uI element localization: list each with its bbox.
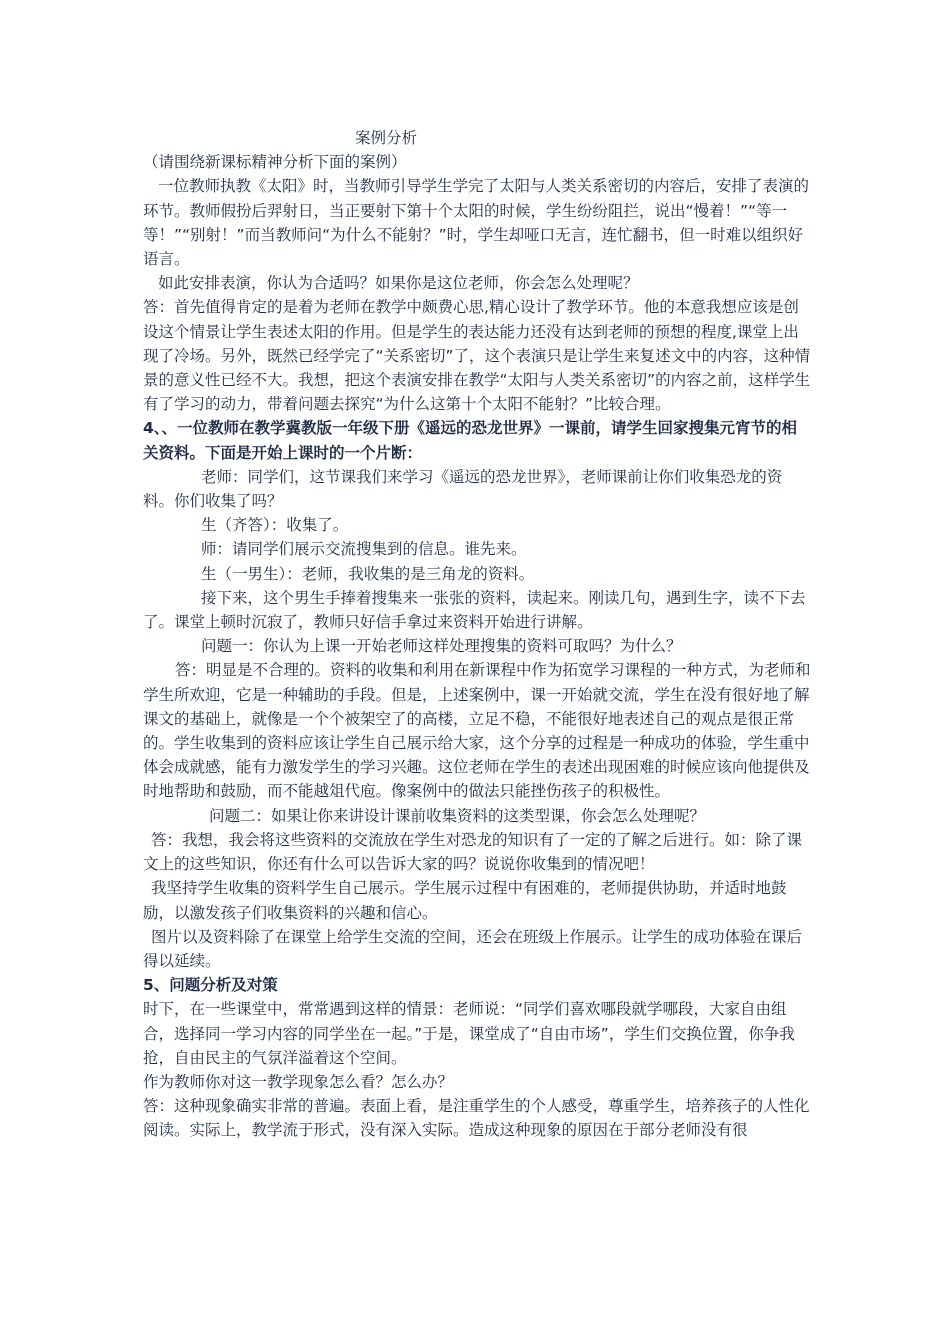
case-1-description: 一位教师执教《太阳》时，当教师引导学生学完了太阳与人类关系密切的内容后，安排了表演的环节。教师假扮后羿射日，当正要射下第十个太阳的时候，学生纷纷阻拦，说出“慢着！”“等一等！”“别射！”而当教师问“为什么不能射？”时，学生却哑口无言，连忙翻书，但一时难以组织好语言。 bbox=[143, 177, 810, 269]
section-5-answer: 答：这种现象确实非常的普遍。表面上看，是注重学生的个人感受，尊重学生，培养孩子的人性化阅读。实际上，教学流于形式，没有深入实际。造成这种现象的原因在于部分老师没有很 bbox=[143, 1097, 810, 1140]
answer-two: 答：我想，我会将这些资料的交流放在学生对恐龙的知识有了一定的了解之后进行。如：除了课文上的这些知识，你还有什么可以告诉大家的吗？说说你收集到的情况吧！ bbox=[143, 830, 803, 874]
section-5-heading: 5、问题分析及对策 bbox=[143, 976, 278, 995]
answer-one: 答：明显是不合理的。资料的收集和利用在新课程中作为拓宽学习课程的一种方式，为老师和学生所欢迎，它是一种辅助的手段。但是，上述案例中，课一开始就交流，学生在没有很好地了解课文的基础上，就像是一个个被架空了的高楼，立足不稳，不能很好地表述自己的观点是很正常的。学生收集到的资料应该让学生自己展示给大家，这个分享的过程是一种成功的体验，学生重中体会成就感，能有力激发学生的学习兴趣。这位老师在学生的表述出现困难的时候应该向他提供及时地帮助和鼓励，而不能越俎代庖。像案例中的做法只能挫伤孩子的积极性。 bbox=[143, 661, 811, 801]
section-5-question: 作为教师你对这一教学现象怎么看？怎么办？ bbox=[143, 1072, 454, 1091]
document-body bbox=[143, 126, 811, 1143]
answer-two-cont-1: 我坚持学生收集的资料学生自己展示。学生展示过程中有困难的，老师提供协助，并适时地鼓励，以激发孩子们收集资料的兴趣和信心。 bbox=[143, 879, 787, 922]
instruction-line: （请围绕新课标精神分析下面的案例） bbox=[143, 153, 407, 172]
case-1-question: 如此安排表演，你认为合适吗？如果你是这位老师，你会怎么处理呢？ bbox=[158, 274, 639, 293]
dialogue-teacher-2: 师：请同学们展示交流搜集到的信息。谁先来。 bbox=[201, 540, 527, 559]
question-two: 问题二：如果让你来讲设计课前收集资料的这类型课，你会怎么处理呢？ bbox=[209, 806, 706, 825]
answer-two-cont-2: 图片以及资料除了在课堂上给学生交流的空间，还会在班级上作展示。让学生的成功体验在课后得以延续。 bbox=[143, 927, 803, 970]
dialogue-student-2: 生（一男生）：老师，我收集的是三角龙的资料。 bbox=[201, 564, 535, 583]
dialogue-teacher-1: 老师：同学们，这节课我们来学习《遥远的恐龙世界》，老师课前让你们收集恐龙的资料。你们收集了吗？ bbox=[143, 467, 783, 511]
case-1-answer: 答：首先值得肯定的是着为老师在教学中颇费心思,精心设计了教学环节。他的本意我想应该是创设这个情景让学生表述太阳的作用。但是学生的表达能力还没有达到老师的预想的程度,课堂上出现了冷场。另外，既然已经学完了“关系密切”了，这个表演只是让学生来复述文中的内容，这种情景的意义性已经不大。我想，把这个表演安排在教学“太阳与人类关系密切”的内容之前，这样学生有了学习的动力，带着问题去探究“为什么这第十个太阳不能射？”比较合理。 bbox=[143, 298, 811, 414]
case-4-narration: 接下来，这个男生手捧着搜集来一张张的资料，读起来。刚读几句，遇到生字，读不下去了。课堂上顿时沉寂了，教师只好信手拿过来资料开始进行讲解。 bbox=[143, 588, 806, 632]
dialogue-students-1: 生（齐答）：收集了。 bbox=[201, 516, 349, 535]
question-one: 问题一：你认为上课一开始老师这样处理搜集的资料可取吗？为什么？ bbox=[201, 637, 682, 656]
document-title: 案例分析 bbox=[355, 129, 418, 147]
section-5-description: 时下，在一些课堂中，常常遇到这样的情景：老师说：“同学们喜欢哪段就学哪段，大家自由组合，选择同一学习内容的同学坐在一起。”于是，课堂成了“自由市场”，学生们交换位置，你争我抢，自由民主的气氛洋溢着这个空间。 bbox=[143, 1000, 795, 1067]
case-4-heading: 4、、一位教师在教学冀教版一年级下册《遥远的恐龙世界》一课前，请学生回家搜集元宵节的相关资料。下面是开始上课时的一个片断： bbox=[143, 419, 798, 462]
